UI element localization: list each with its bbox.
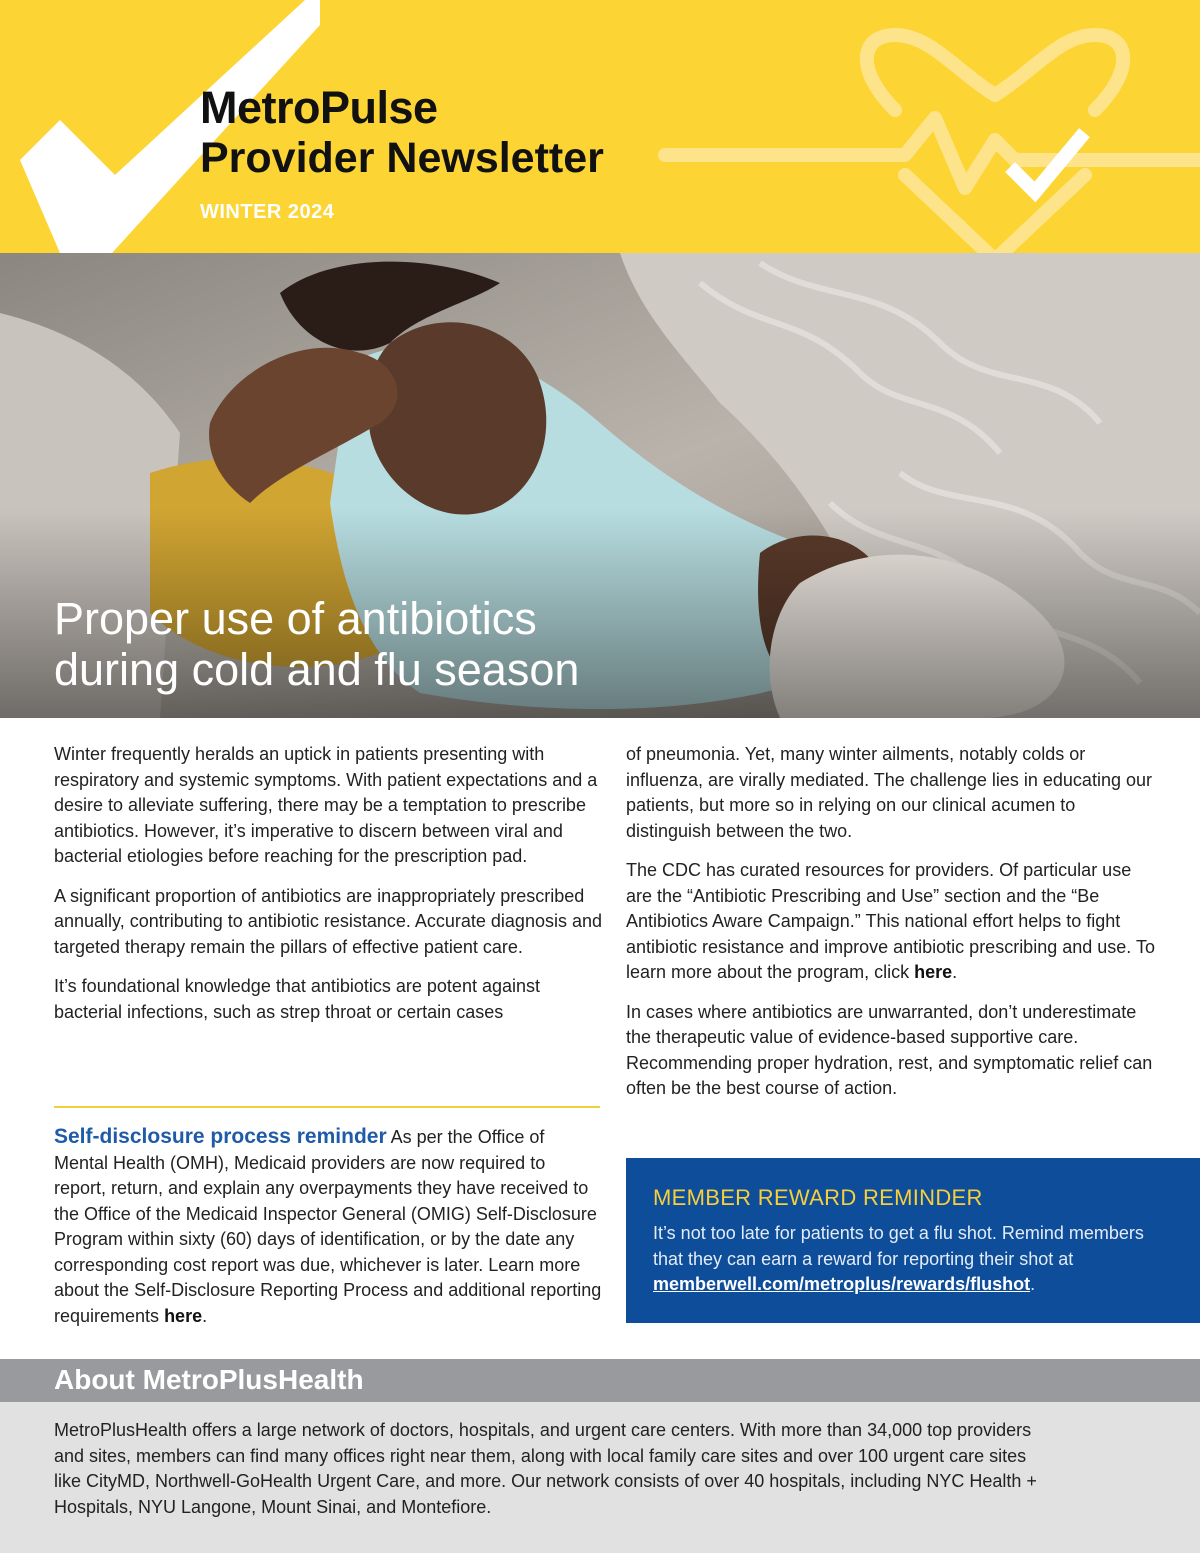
article-paragraph: It’s foundational knowledge that antibiotics are potent against bacterial infections, such as strep throat or certain cases — [54, 976, 540, 1022]
section-divider — [54, 1106, 600, 1108]
cdc-resources-text: The CDC has curated resources for providers. Of particular use are the “Antibiotic Prescribing and Use” section and the “Be Antibiotics Aware Campaign.” This national effort helps to fight antibiotic resistance and improve antibiotic prescribing and use. To learn more about the program, click — [626, 860, 1155, 982]
article-paragraph: A significant proportion of antibiotics are inappropriately prescribed annually, contributing to antibiotic resistance. Accurate diagnosis and targeted therapy remain the pillars of effective patient care. — [54, 885, 602, 957]
self-disclosure-link[interactable]: here — [164, 1305, 203, 1326]
reward-title: MEMBER REWARD REMINDER — [653, 1185, 983, 1210]
reward-url-link[interactable]: memberwell.com/metroplus/rewards/flushot — [653, 1274, 1031, 1294]
article-column-right — [626, 742, 1156, 1116]
article-paragraph: Winter frequently heralds an uptick in patients presenting with respiratory and systemic symptoms. With patient expectations and a desire to alleviate suffering, there may be a temptation to prescribe antibiotics. However, it’s imperative to discern between viral and bacterial etiologies before reaching for the prescription pad. — [54, 744, 598, 866]
about-header-bar — [0, 1359, 1200, 1402]
reward-text — [653, 1221, 1173, 1298]
self-disclosure-end: . — [202, 1305, 208, 1326]
cdc-program-link[interactable]: here — [914, 962, 953, 982]
hero-title — [54, 593, 854, 695]
hero-title-line2: during cold and flu season — [54, 644, 580, 695]
about-title: About MetroPlusHealth — [54, 1364, 364, 1395]
self-disclosure-heading: Self-disclosure process reminder — [54, 1125, 387, 1148]
about-text: MetroPlusHealth offers a large network of doctors, hospitals, and urgent care centers. With more than 34,000 top providers and sites, members can find many offices right near them, along with local family care sites and over 100 urgent care sites like CityMD, Northwell-GoHealth Urgent Care, and more. Our network consists of over 40 hospitals, including NYC Health + Hospitals, NYU Langone, Mount Sinai, and Montefiore. — [54, 1420, 1037, 1517]
self-disclosure-section — [54, 1124, 602, 1329]
member-reward-box — [626, 1158, 1200, 1323]
newsletter-subtitle: Provider Newsletter — [200, 134, 604, 182]
reward-body: It’s not too late for patients to get a flu shot. Remind members that they can earn a reward for reporting their shot at — [653, 1223, 1144, 1269]
cdc-resources-end: . — [952, 962, 958, 982]
article-column-left — [54, 742, 604, 1039]
brand-name: MetroPulse — [200, 82, 438, 133]
header-banner — [0, 0, 1200, 253]
article-paragraph — [626, 858, 1156, 986]
article-paragraph: of pneumonia. Yet, many winter ailments, notably colds or influenza, are virally mediated. The challenge lies in educating our patients, but more so in relying on our clinical acumen to distinguish between the two. — [626, 744, 1152, 841]
hero-title-line1: Proper use of antibiotics — [54, 593, 537, 644]
issue-season: WINTER 2024 — [200, 201, 335, 223]
article-paragraph: In cases where antibiotics are unwarranted, don’t underestimate the therapeutic value of evidence-based supportive care. Recommending proper hydration, rest, and symptomatic relief can often be the best course of action. — [626, 1001, 1153, 1098]
about-section — [0, 1402, 1200, 1553]
reward-end: . — [1030, 1274, 1036, 1294]
heart-pulse-icon — [655, 0, 1200, 253]
self-disclosure-body: As per the Office of Mental Health (OMH), Medicaid providers are now required to report, return, and explain any overpayments they have received to the Office of the Medicaid Inspector General (OMIG) Self-Disclosure Program within sixty (60) days of identification, or by the date any corresponding cost report was due, whichever is later. Learn more about the Self-Disclosure Reporting Process and additional reporting requirements — [54, 1127, 602, 1326]
